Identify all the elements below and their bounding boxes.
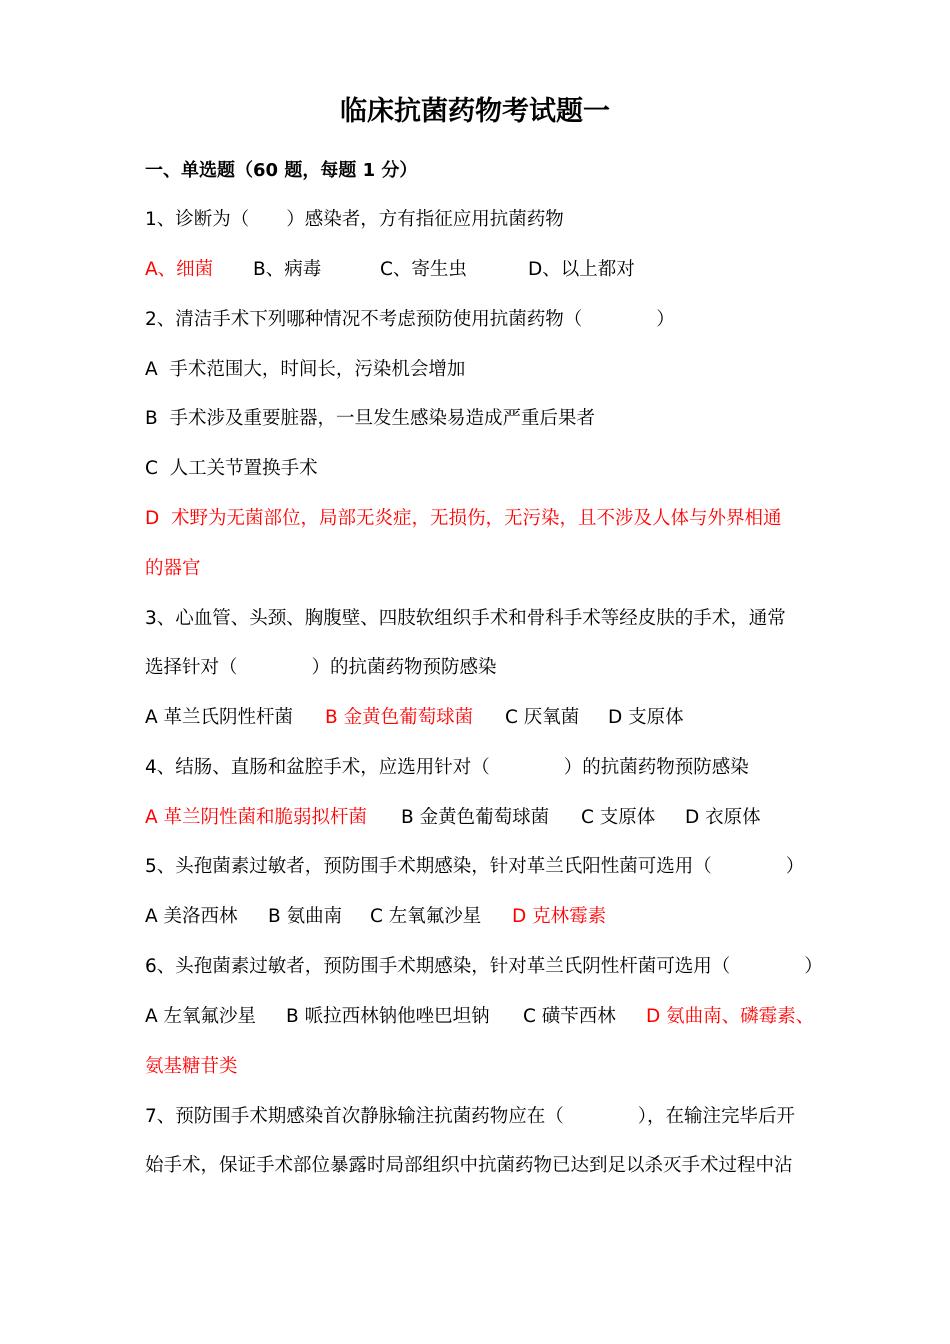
question-5-option-d: D 克林霉素	[512, 906, 607, 927]
question-3-option-c: C 厌氧菌	[505, 707, 580, 728]
question-6-option-a: A 左氧氟沙星	[145, 1006, 257, 1027]
question-1-option-c: C、寄生虫	[380, 259, 467, 280]
question-6-option-d: D 氨曲南、磷霉素、	[646, 1006, 815, 1027]
page-title: 临床抗菌药物考试题一	[340, 96, 610, 127]
question-1-stem: 1、诊断为（ ）感染者，方有指征应用抗菌药物	[145, 209, 564, 230]
question-2-stem: 2、清洁手术下列哪种情况不考虑预防使用抗菌药物（ ）	[145, 309, 675, 330]
question-1-option-b: B、病毒	[253, 259, 322, 280]
question-2-option-a: A 手术范围大，时间长，污染机会增加	[145, 359, 466, 380]
question-4-option-b: B 金黄色葡萄球菌	[401, 807, 550, 828]
question-4-option-c: C 支原体	[581, 807, 656, 828]
question-5-option-a: A 美洛西林	[145, 906, 238, 927]
question-7-stem: 7、预防围手术期感染首次静脉输注抗菌药物应在（ ），在输注完毕后开	[145, 1106, 796, 1127]
question-3-stem: 3、心血管、头颈、胸腹壁、四肢软组织手术和骨科手术等经皮肤的手术，通常	[145, 608, 786, 629]
question-6-stem: 6、头孢菌素过敏者，预防围手术期感染，针对革兰氏阴性杆菌可选用（ ）	[145, 956, 823, 977]
question-2-option-b: B 手术涉及重要脏器，一旦发生感染易造成严重后果者	[145, 408, 595, 429]
question-1-option-a: A、细菌	[145, 259, 214, 280]
question-2-option-d: D 术野为无菌部位，局部无炎症，无损伤，无污染，且不涉及人体与外界相通	[145, 508, 782, 529]
question-6-option-c: C 磺苄西林	[523, 1006, 616, 1027]
question-3-option-d: D 支原体	[608, 707, 684, 728]
section-heading: 一、单选题（60 题，每题 1 分）	[145, 160, 418, 181]
question-1-option-d: D、以上都对	[528, 259, 635, 280]
question-4-option-a: A 革兰阴性菌和脆弱拟杆菌	[145, 807, 368, 828]
question-6-option-b: B 哌拉西林钠他唑巴坦钠	[286, 1006, 490, 1027]
question-4-stem: 4、结肠、直肠和盆腔手术，应选用针对（ ）的抗菌药物预防感染	[145, 757, 749, 778]
question-4-option-d: D 衣原体	[685, 807, 761, 828]
question-3-stem-continued: 选择针对（ ）的抗菌药物预防感染	[145, 657, 497, 678]
question-7-stem-continued: 始手术，保证手术部位暴露时局部组织中抗菌药物已达到足以杀灭手术过程中沾	[145, 1155, 793, 1176]
question-5-stem: 5、头孢菌素过敏者，预防围手术期感染，针对革兰氏阳性菌可选用（ ）	[145, 856, 805, 877]
question-3-option-b: B 金黄色葡萄球菌	[325, 707, 474, 728]
question-6-option-d-continued: 氨基糖苷类	[145, 1056, 238, 1077]
question-5-option-b: B 氨曲南	[268, 906, 343, 927]
question-2-option-c: C 人工关节置换手术	[145, 458, 318, 479]
question-3-option-a: A 革兰氏阴性杆菌	[145, 707, 294, 728]
question-2-option-d-continued: 的器官	[145, 558, 201, 579]
question-5-option-c: C 左氧氟沙星	[370, 906, 482, 927]
